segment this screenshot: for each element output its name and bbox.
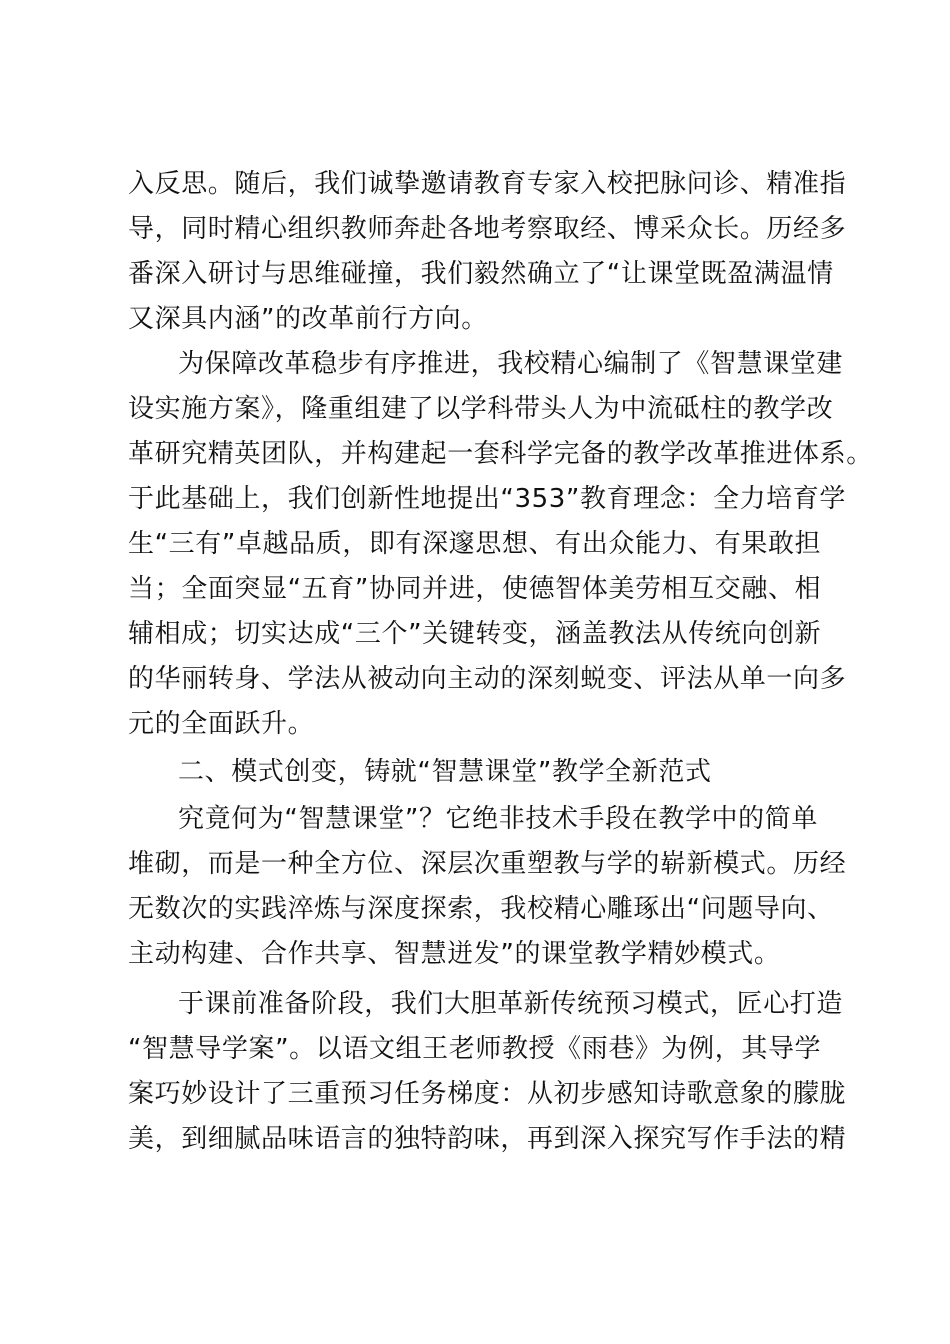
body-text-line: 美，到细腻品味语言的独特韵味，再到深入探究写作手法的精 <box>128 1124 847 1154</box>
body-text-line: 又深具内涵”的改革前行方向。 <box>128 304 488 334</box>
body-text-line: 堆砌，而是一种全方位、深层次重塑教与学的崭新模式。历经 <box>128 849 847 879</box>
body-text-line: 主动构建、合作共享、智慧迸发”的课堂教学精妙模式。 <box>128 939 781 969</box>
body-text-line: 设实施方案》，隆重组建了以学科带头人为中流砥柱的教学改 <box>128 394 834 424</box>
paragraph-first-line: 究竟何为“智慧课堂”？它绝非技术手段在教学中的简单 <box>178 804 818 834</box>
section-heading: 二、模式创变，铸就“智慧课堂”教学全新范式 <box>178 757 712 787</box>
body-text-line: 导，同时精心组织教师奔赴各地考察取经、博采众长。历经多 <box>128 214 847 244</box>
paragraph-first-line: 为保障改革稳步有序推进，我校精心编制了《智慧课堂建 <box>178 349 844 379</box>
body-text-line: 番深入研讨与思维碰撞，我们毅然确立了“让课堂既盈满温情 <box>128 259 834 289</box>
body-text-line: 当；全面突显“五育”协同并进，使德智体美劳相互交融、相 <box>128 574 822 604</box>
body-text-line: 于此基础上，我们创新性地提出“353”教育理念：全力培育学 <box>128 484 846 514</box>
body-text-line: “智慧导学案”。以语文组王老师教授《雨巷》为例，其导学 <box>128 1034 822 1064</box>
body-text-line: 入反思。随后，我们诚挚邀请教育专家入校把脉问诊、精准指 <box>128 169 847 199</box>
body-text-line: 元的全面跃升。 <box>128 709 315 739</box>
body-text-line: 的华丽转身、学法从被动向主动的深刻蜕变、评法从单一向多 <box>128 664 847 694</box>
paragraph-first-line: 于课前准备阶段，我们大胆革新传统预习模式，匠心打造 <box>178 989 844 1019</box>
body-text-line: 辅相成；切实达成“三个”关键转变，涵盖教法从传统向创新 <box>128 619 822 649</box>
body-text-line: 革研究精英团队，并构建起一套科学完备的教学改革推进体系。 <box>128 439 873 469</box>
body-text-line: 生“三有”卓越品质，即有深邃思想、有出众能力、有果敢担 <box>128 529 822 559</box>
body-text-line: 无数次的实践淬炼与深度探索，我校精心雕琢出“问题导向、 <box>128 894 834 924</box>
body-text-line: 案巧妙设计了三重预习任务梯度：从初步感知诗歌意象的朦胧 <box>128 1079 847 1109</box>
